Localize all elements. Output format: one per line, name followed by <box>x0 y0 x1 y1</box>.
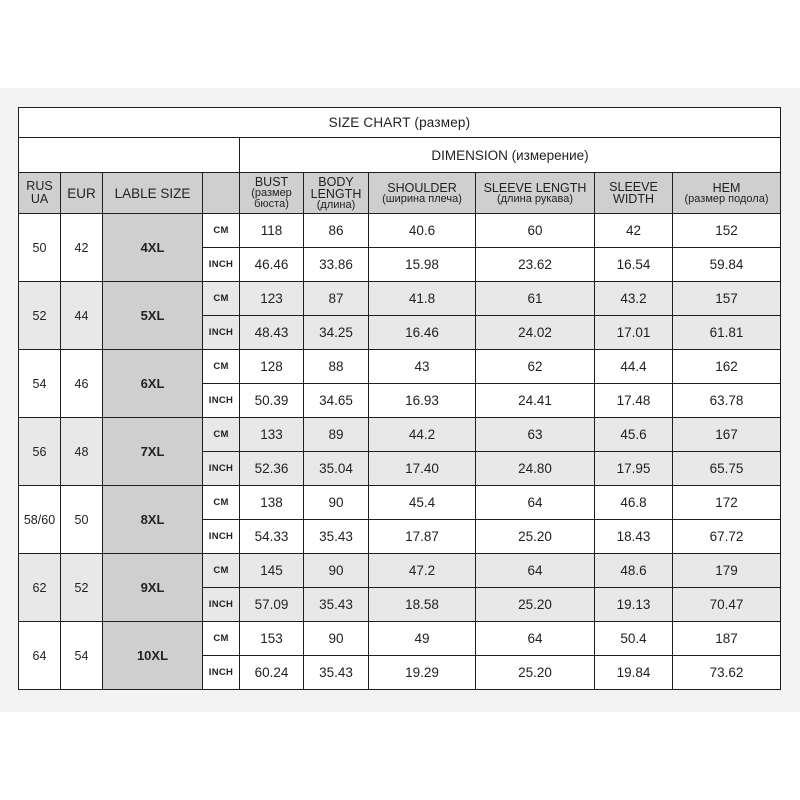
bust-inch-value: 46.46 <box>240 248 304 282</box>
shoulder-inch-value: 16.93 <box>369 384 476 418</box>
body-length-inch-value: 35.43 <box>304 656 369 690</box>
table-row-cm <box>19 418 781 452</box>
sleeve-width-cm-value: 45.6 <box>595 418 673 452</box>
shoulder-cm-value: 45.4 <box>369 486 476 520</box>
hem-inch-value: 70.47 <box>673 588 781 622</box>
sleeve-width-inch-value: 17.95 <box>595 452 673 486</box>
hem-cm-value: 187 <box>673 622 781 656</box>
dimension-header: DIMENSION (измерение) <box>240 138 781 173</box>
unit-cm-label: CM <box>203 214 240 248</box>
sleeve-length-header-sub: (длина рукава) <box>496 192 574 205</box>
sleeve-width-inch-value: 18.43 <box>595 520 673 554</box>
sleeve-length-cm-value: 62 <box>476 350 595 384</box>
body-length-cm-value: 87 <box>304 282 369 316</box>
hem-inch-value: 73.62 <box>673 656 781 690</box>
unit-cm-label: CM <box>203 418 240 452</box>
body-length-inch-value: 35.43 <box>304 520 369 554</box>
eur-size: 48 <box>61 418 103 486</box>
unit-cm-label: CM <box>203 554 240 588</box>
sleeve-length-header <box>476 173 595 214</box>
rus-ua-size: 64 <box>19 622 61 690</box>
body-length-header-label-1: BODY <box>318 174 354 189</box>
unit-inch-label: INCH <box>203 248 240 282</box>
table-row-cm <box>19 350 781 384</box>
unit-inch-label: INCH <box>203 316 240 350</box>
chart-title: SIZE CHART (размер) <box>19 108 781 138</box>
eur-size: 50 <box>61 486 103 554</box>
sleeve-width-header-label-2: WIDTH <box>613 192 654 206</box>
bust-cm-value: 123 <box>240 282 304 316</box>
sleeve-length-cm-value: 64 <box>476 622 595 656</box>
sleeve-width-cm-value: 46.8 <box>595 486 673 520</box>
sleeve-length-cm-value: 64 <box>476 486 595 520</box>
sleeve-width-header-label-1: SLEEVE <box>609 180 658 194</box>
sleeve-width-inch-value: 19.13 <box>595 588 673 622</box>
sleeve-length-inch-value: 25.20 <box>476 588 595 622</box>
hem-cm-value: 172 <box>673 486 781 520</box>
unit-cm-label: CM <box>203 282 240 316</box>
rus-ua-size: 56 <box>19 418 61 486</box>
bust-cm-value: 138 <box>240 486 304 520</box>
header-blank-cell <box>19 138 240 173</box>
sleeve-width-header <box>595 173 673 214</box>
eur-size: 42 <box>61 214 103 282</box>
unit-inch-label: INCH <box>203 656 240 690</box>
lable-size: 5XL <box>103 282 203 350</box>
rus-label: RUS <box>26 179 53 193</box>
bust-cm-value: 145 <box>240 554 304 588</box>
bust-inch-value: 57.09 <box>240 588 304 622</box>
body-length-cm-value: 90 <box>304 554 369 588</box>
sleeve-length-inch-value: 24.02 <box>476 316 595 350</box>
shoulder-header <box>369 173 476 214</box>
hem-header <box>673 173 781 214</box>
eur-header: EUR <box>61 173 103 214</box>
unit-cm-label: CM <box>203 486 240 520</box>
shoulder-cm-value: 44.2 <box>369 418 476 452</box>
sleeve-width-cm-value: 44.4 <box>595 350 673 384</box>
sleeve-length-cm-value: 64 <box>476 554 595 588</box>
hem-inch-value: 63.78 <box>673 384 781 418</box>
body-length-cm-value: 88 <box>304 350 369 384</box>
body-length-inch-value: 35.43 <box>304 588 369 622</box>
table-row-cm <box>19 622 781 656</box>
rus-ua-size: 50 <box>19 214 61 282</box>
sleeve-width-inch-value: 17.48 <box>595 384 673 418</box>
bust-header-label: BUST <box>254 175 289 189</box>
bust-inch-value: 60.24 <box>240 656 304 690</box>
body-length-inch-value: 34.25 <box>304 316 369 350</box>
sleeve-length-inch-value: 24.80 <box>476 452 595 486</box>
bust-inch-value: 48.43 <box>240 316 304 350</box>
shoulder-inch-value: 16.46 <box>369 316 476 350</box>
lable-size: 4XL <box>103 214 203 282</box>
shoulder-inch-value: 19.29 <box>369 656 476 690</box>
body-length-cm-value: 86 <box>304 214 369 248</box>
sleeve-width-cm-value: 48.6 <box>595 554 673 588</box>
sleeve-width-inch-value: 16.54 <box>595 248 673 282</box>
shoulder-cm-value: 49 <box>369 622 476 656</box>
lable-size: 7XL <box>103 418 203 486</box>
table-row-cm <box>19 214 781 248</box>
hem-inch-value: 65.75 <box>673 452 781 486</box>
shoulder-cm-value: 40.6 <box>369 214 476 248</box>
shoulder-cm-value: 43 <box>369 350 476 384</box>
sleeve-length-inch-value: 25.20 <box>476 656 595 690</box>
unit-inch-label: INCH <box>203 452 240 486</box>
hem-cm-value: 167 <box>673 418 781 452</box>
table-row-cm <box>19 486 781 520</box>
shoulder-inch-value: 17.40 <box>369 452 476 486</box>
body-length-header <box>304 173 369 214</box>
bust-inch-value: 54.33 <box>240 520 304 554</box>
sleeve-length-cm-value: 61 <box>476 282 595 316</box>
ua-label: UA <box>30 192 49 206</box>
sleeve-width-cm-value: 43.2 <box>595 282 673 316</box>
sleeve-length-inch-value: 23.62 <box>476 248 595 282</box>
body-length-inch-value: 34.65 <box>304 384 369 418</box>
sleeve-width-inch-value: 17.01 <box>595 316 673 350</box>
bust-inch-value: 50.39 <box>240 384 304 418</box>
size-chart-table <box>18 107 781 690</box>
body-length-cm-value: 89 <box>304 418 369 452</box>
sleeve-width-cm-value: 42 <box>595 214 673 248</box>
shoulder-header-label: SHOULDER <box>387 180 457 195</box>
hem-header-label: HEM <box>712 180 741 195</box>
bust-header-sub-1: (размер <box>251 187 292 199</box>
hem-cm-value: 157 <box>673 282 781 316</box>
lable-size: 6XL <box>103 350 203 418</box>
unit-inch-label: INCH <box>203 384 240 418</box>
hem-inch-value: 61.81 <box>673 316 781 350</box>
table-row-cm <box>19 282 781 316</box>
sleeve-length-inch-value: 24.41 <box>476 384 595 418</box>
bust-header <box>240 173 304 214</box>
rus-ua-size: 58/60 <box>19 486 61 554</box>
body-length-cm-value: 90 <box>304 622 369 656</box>
shoulder-inch-value: 15.98 <box>369 248 476 282</box>
sleeve-length-cm-value: 63 <box>476 418 595 452</box>
rus-ua-size: 54 <box>19 350 61 418</box>
shoulder-header-sub: (ширина плеча) <box>382 192 462 205</box>
bust-header-sub-2: бюста) <box>254 198 289 210</box>
sleeve-length-cm-value: 60 <box>476 214 595 248</box>
bust-cm-value: 133 <box>240 418 304 452</box>
hem-cm-value: 162 <box>673 350 781 384</box>
table-row-cm <box>19 554 781 588</box>
eur-size: 44 <box>61 282 103 350</box>
rus-ua-size: 52 <box>19 282 61 350</box>
eur-size: 52 <box>61 554 103 622</box>
eur-size: 46 <box>61 350 103 418</box>
sleeve-width-cm-value: 50.4 <box>595 622 673 656</box>
sleeve-length-header-label: SLEEVE LENGTH <box>483 180 587 195</box>
hem-inch-value: 67.72 <box>673 520 781 554</box>
unit-inch-label: INCH <box>203 588 240 622</box>
hem-cm-value: 179 <box>673 554 781 588</box>
lable-size: 9XL <box>103 554 203 622</box>
shoulder-inch-value: 17.87 <box>369 520 476 554</box>
lable-size: 10XL <box>103 622 203 690</box>
hem-inch-value: 59.84 <box>673 248 781 282</box>
bust-cm-value: 128 <box>240 350 304 384</box>
sleeve-length-inch-value: 25.20 <box>476 520 595 554</box>
unit-header-blank <box>203 173 240 214</box>
shoulder-inch-value: 18.58 <box>369 588 476 622</box>
lable-size: 8XL <box>103 486 203 554</box>
bust-cm-value: 118 <box>240 214 304 248</box>
rus-ua-size: 62 <box>19 554 61 622</box>
hem-cm-value: 152 <box>673 214 781 248</box>
body-length-header-label-2: LENGTH <box>310 186 362 201</box>
body-length-inch-value: 35.04 <box>304 452 369 486</box>
unit-cm-label: CM <box>203 622 240 656</box>
unit-cm-label: CM <box>203 350 240 384</box>
body-length-cm-value: 90 <box>304 486 369 520</box>
bust-cm-value: 153 <box>240 622 304 656</box>
lable-size-header: LABLE SIZE <box>103 173 203 214</box>
body-length-inch-value: 33.86 <box>304 248 369 282</box>
eur-size: 54 <box>61 622 103 690</box>
hem-header-sub: (размер подола) <box>684 192 769 205</box>
sleeve-width-inch-value: 19.84 <box>595 656 673 690</box>
shoulder-cm-value: 41.8 <box>369 282 476 316</box>
bust-inch-value: 52.36 <box>240 452 304 486</box>
shoulder-cm-value: 47.2 <box>369 554 476 588</box>
rus-ua-header <box>19 173 61 214</box>
body-length-header-sub: (длина) <box>316 198 356 211</box>
unit-inch-label: INCH <box>203 520 240 554</box>
